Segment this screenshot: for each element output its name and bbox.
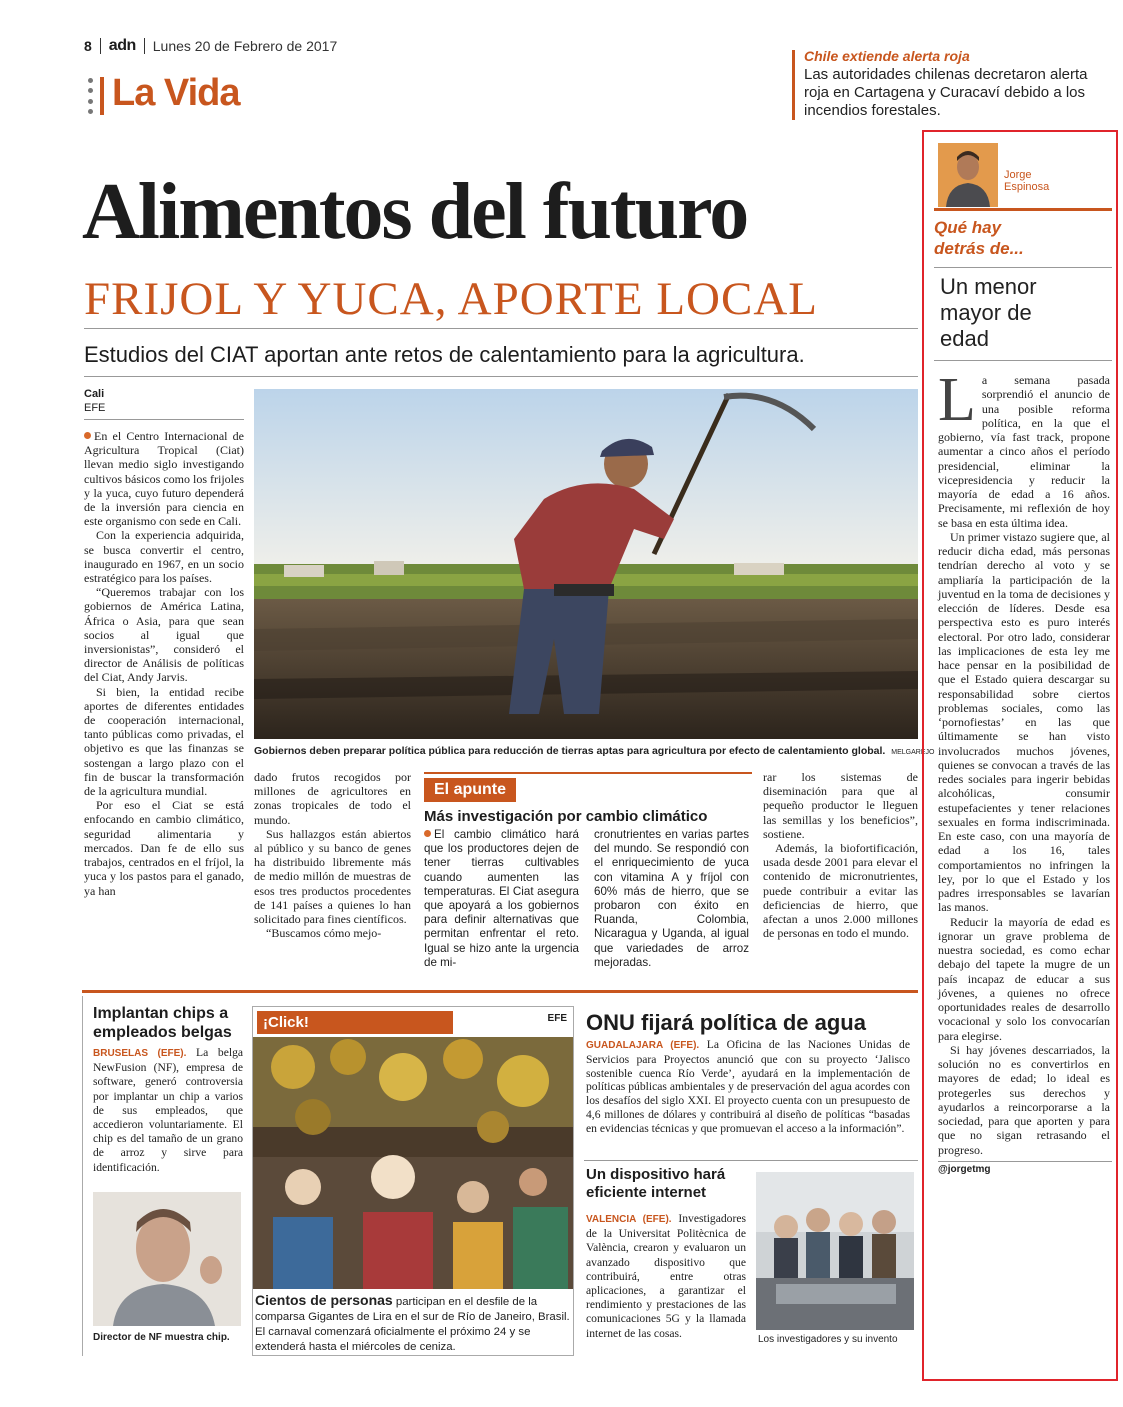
opinion-body — [938, 366, 1110, 1157]
click-box — [252, 1006, 574, 1356]
subhead: Estudios del CIAT aportan ante retos de calentamiento para la agricultura. — [84, 342, 805, 367]
dateline-place: Cali — [84, 388, 105, 400]
paragraph: rar los sistemas de diseminación para que al pequeño productor le lleguen las semillas y los beneficios”, sostiene. — [763, 770, 918, 841]
headline: Alimentos del futuro — [82, 168, 748, 256]
device-photo — [756, 1172, 914, 1330]
photo-credit: MELGAREJO — [891, 749, 935, 756]
paragraph: Sus hallazgos están abiertos al público y su banco de genes ha distribuido libremente más de medio millón de muestras de esos tres productos procedentes de 141 países a quienes lo han solicitado para fines científicos. — [254, 826, 411, 927]
paragraph: Con la experiencia adquirida, se busca convertir el centro, inaugurado en 1967, en un socio estratégico para los países. — [84, 528, 244, 586]
click-photo-carnival — [253, 1037, 573, 1289]
paragraph: dado frutos recogidos por millones de agricultores en zonas tropicales de todo el mundo. — [254, 770, 411, 827]
device-box — [584, 1164, 918, 1356]
onu-body: GUADALAJARA (EFE). La Oficina de las Naciones Unidas de Servicios para Proyectos anunció que con su proyecto ‘Jalisco sostenible cuenca Río Verde’, ayudará en la implementación de políticas públicas ambientales y de preservación del agua acordes con los desafíos del siglo XXI. El proyecto cuenta con un presupuesto de 4,6 millones de dólares y contribuirá al diseño de políticas “basadas en evidencias técnicas y que promuevan el acceso a la información”. — [586, 1038, 910, 1135]
paragraph: Si hay jóvenes descarriados, la solución no es convertirlos en mayores de edad; lo ideal es protegerles sus derechos y ayudarlos a reincorporarse a la sociedad, para que aporten y para que no sigan retrasando el progreso. — [938, 1042, 1110, 1157]
chips-body: BRUSELAS (EFE). La belga NewFusion (NF), empresa de software, generó controversia por implantar un chip a varios de sus empleados, que accedieron voluntariamente. El chip es del tamaño de un grano de arroz y sirve para identificación. — [93, 1046, 244, 1174]
device-place: VALENCIA (EFE). — [586, 1214, 672, 1225]
click-agency: EFE — [547, 1013, 567, 1024]
story-column-1 — [84, 429, 244, 898]
chips-box — [82, 996, 244, 1356]
section-title: La Vida — [112, 72, 240, 114]
page-header — [84, 36, 337, 56]
chips-photo — [93, 1192, 241, 1326]
paragraph: Por eso el Ciat se está enfocando en cambio climático, seguridad alimentaria y mercados. Dan fe de ello sus trabajos, centrados en el fríjol, la yuca y los pastos para el ganado, ya han — [84, 798, 244, 898]
author-handle[interactable]: @jorgetmg — [938, 1163, 991, 1175]
paragraph: En el Centro Internacional de Agricultura Tropical (Ciat) llevan medio siglo investigando cultivos básicos como los frijoles y la yuca, cuyo futuro dependerá de la inversión para ciencia en este organismo con sede en Cali. — [84, 429, 244, 529]
kicker: FRIJOL Y YUCA, APORTE LOCAL — [84, 273, 818, 325]
onu-place: GUADALAJARA (EFE). — [586, 1040, 700, 1051]
issue-date: Lunes 20 de Febrero de 2017 — [152, 38, 338, 54]
paragraph: “Queremos trabajar con los gobiernos de América Latina, África o Asia, para que sean socios al igual que inversionistas”, consideró el director de Análisis de políticas del Ciat, Andy Jarvis. — [84, 585, 244, 685]
photo-caption — [254, 745, 935, 757]
caption-text: Gobiernos deben preparar política pública para reducción de tierras aptas para agricultura por efecto de calentamiento global. — [254, 745, 886, 757]
story-column-5 — [763, 770, 918, 940]
page-number: 8 — [84, 38, 92, 54]
click-caption — [255, 1293, 573, 1355]
news-flash-body: Las autoridades chilenas decretaron alerta roja en Cartagena y Curacaví debido a los incendios forestales. — [804, 66, 1088, 119]
bullet-icon — [424, 830, 431, 837]
onu-title: ONU fijará política de agua — [586, 1010, 866, 1035]
apunte-title: Más investigación por cambio climático — [424, 808, 708, 825]
onu-box — [584, 1004, 918, 1160]
paragraph: “Buscamos cómo mejo- — [266, 926, 382, 941]
dateline-agency: EFE — [84, 402, 106, 414]
click-caption-text: participan en el desfile de la comparsa Gigantes de Lira en el sur de Río de Janeiro, Brasil. El carnaval comenzará oficialmente el próximo 24 y se extenderá hasta el miércoles de ceniza. — [255, 1296, 570, 1353]
main-photo-farmer — [254, 389, 918, 739]
author-photo — [938, 143, 998, 207]
device-body: VALENCIA (EFE). Investigadores de la Universitat Politècnica de València, crearon y evaluaron un avanzado dispositivo que contribuirá, entre otras aplicaciones, a garantizar el rendimiento y prestaciones de las comunicaciones 5G y la llamada internet de las cosas. — [586, 1212, 746, 1340]
opinion-column — [934, 141, 1112, 1175]
chips-place: BRUSELAS (EFE). — [93, 1048, 187, 1059]
story-column-2 — [254, 770, 411, 940]
chips-title: Implantan chips a empleados belgas — [93, 1005, 232, 1041]
paragraph: Un primer vistazo sugiere que, al reducir dicha edad, más personas tendrían derecho al voto y se ampliaría la participación de la juventud en la toma de decisiones y elección de líderes. Desde esa perspectiva esto es puro interés electoral. Por otro lado, considerar las implicaciones de esta ley me hace pensar en la posibilidad de que el Estado quiera descargar su responsabilidad sobre ciertos problemas sociales, como las ‘pornofiestas’ en las que últimamente se han visto involucrados muchos jóvenes, quienes se convocan a través de las redes sociales para ingerir bebidas alcohólicas, consumir estupefacientes y tener relaciones sexuales en forma indiscriminada. En este caso, con una mayoría de edad a los 16, tales comportamientos no infringen la ley, por lo que el Estado y los padres irresponsables se lavarían las manos. — [938, 529, 1110, 915]
opinion-title: Un menor mayor de edad — [940, 274, 1037, 351]
brand-logo: adn — [108, 37, 136, 54]
apunte-tag: El apunte — [424, 778, 516, 802]
author-block — [934, 141, 1112, 211]
paragraph: La semana pasada sorprendió el anuncio de una posible reforma política, en la que el gobierno, vía fast track, propone aumentar a cinco años el período presidencial, eliminar la vicepresidencia y reducir la mayoría de edad a 16 años. Precisamente, mi reflexión de hoy se basa en esta última idea. — [938, 366, 1110, 530]
dropcap: L — [938, 366, 976, 434]
apunte-box — [424, 772, 752, 972]
paragraph: Reducir la mayoría de edad es ignorar un grave problema de nuestra sociedad, es como echar debajo del tapete la mugre de un país incapaz de educar a sus jóvenes, a quienes no ofrece oportunidades reales de desarrollo vocacional y solo los convocarían para elegirse. — [938, 914, 1110, 1043]
paragraph: Si bien, la entidad recibe aportes de diferentes entidades de cooperación internacional, tanto públicas como privadas, el objetivo es que las finanzas se sostengan a largo plazo con el fin de buscar la transformación de la agricultura mundial. — [84, 684, 244, 799]
apunte-column-a: El cambio climático hará que los productores dejen de tener tierras cultivables cuando aumenten las temperaturas. El Ciat asegura que apoyará a los gobiernos para definir alternativas que permitan enfrentar el reto. Igual se hizo ante la urgencia de mi- — [424, 828, 579, 969]
device-title: Un dispositivo hará eficiente internet — [586, 1166, 726, 1201]
apunte-column-b: cronutrientes en varias partes del mundo. Se respondió con el enriquecimiento de yuca con vitamina A y fríjol con 60% más de hierro, que se probaron con éxito en Ruanda, Colombia, Nicaragua y Uganda, al igual que variedades de arroz mejoradas. — [594, 828, 749, 969]
click-tag: ¡Click! — [257, 1011, 453, 1034]
author-name: Jorge Espinosa — [1004, 169, 1050, 193]
device-caption: Los investigadores y su invento — [758, 1334, 898, 1345]
section-dots-icon — [88, 78, 93, 114]
opinion-kicker: Qué hay detrás de... — [934, 218, 1024, 258]
chips-caption: Director de NF muestra chip. — [93, 1332, 230, 1343]
news-flash-title: Chile extiende alerta roja — [804, 48, 970, 64]
click-caption-bold: Cientos de personas — [255, 1292, 393, 1308]
bullet-icon — [84, 432, 91, 439]
paragraph: Además, la biofortificación, usada desde 2001 para elevar el contenido de micronutrientes, puede contribuir a evitar las deficiencias de hierro, que afectan a unos 2.000 millones de personas en todo el mundo. — [763, 841, 918, 941]
